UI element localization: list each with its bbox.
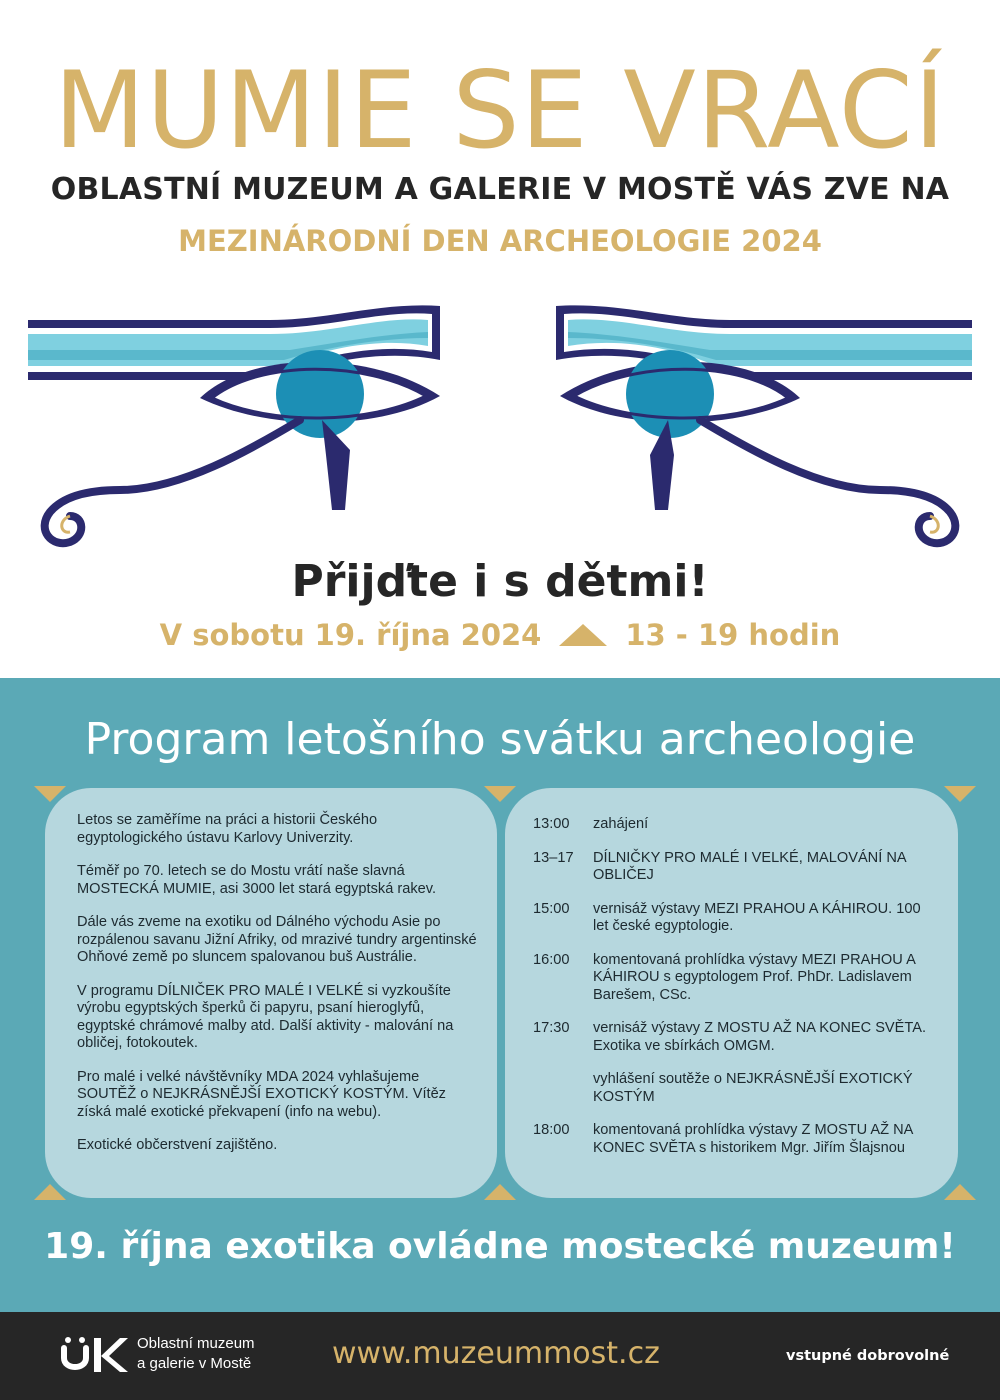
program-description-box [45, 788, 497, 1198]
schedule-item [533, 850, 940, 885]
closing-slogan: 19. října exotika ovládne mostecké muzeum! [44, 1226, 956, 1267]
schedule-time: 17:30 [533, 1020, 570, 1036]
schedule-item [533, 1020, 940, 1055]
schedule-description: vernisáž výstavy Z MOSTU AŽ NA KONEC SVĚTA. Exotika ve sbírkách OMGM. [593, 1020, 927, 1054]
schedule-item [533, 952, 940, 1005]
museum-website-link[interactable]: www.muzeummost.cz [332, 1336, 660, 1371]
program-paragraph: V programu DÍLNIČEK PRO MALÉ I VELKÉ si vyzkoušíte výrobu egyptských šperků či papyru, psaní hieroglyfů, egyptské chrámové malby atd. Další aktivity - malování na obličej, fotokoutek. [77, 982, 454, 1051]
schedule-description: vyhlášení soutěže o NEJKRÁSNĚJŠÍ EXOTICKÝ KOSTÝM [593, 1071, 913, 1105]
schedule-item [533, 1071, 940, 1106]
schedule-box [505, 788, 958, 1198]
left-eye-icon [28, 305, 440, 543]
right-eye-icon [556, 305, 972, 543]
schedule-description: DÍLNIČKY PRO MALÉ I VELKÉ, MALOVÁNÍ NA OBLIČEJ [593, 849, 906, 883]
schedule-time: 16:00 [533, 951, 570, 968]
schedule-description: komentovaná prohlídka výstavy Z MOSTU AŽ NA KONEC SVĚTA s historikem Mgr. Jiřím Šlajsnou [593, 1122, 913, 1156]
invitation-subtitle: OBLASTNÍ MUZEUM A GALERIE V MOSTĚ VÁS ZVE NA [50, 172, 950, 207]
logo-line: a galerie v Mostě [137, 1354, 252, 1372]
event-date-line [0, 618, 1000, 652]
corner-triangle-icon [944, 786, 976, 802]
admission-note: vstupné dobrovolné [786, 1348, 950, 1364]
schedule-description: vernisáž výstavy MEZI PRAHOU A KÁHIROU. 100 let české egyptologie. [593, 900, 921, 934]
schedule-item [533, 901, 940, 936]
corner-triangle-icon [484, 1184, 516, 1200]
schedule-time: 15:00 [533, 900, 570, 917]
program-paragraph: Pro malé i velké návštěvníky MDA 2024 vyhlašujeme SOUTĚŽ o NEJKRÁSNĚJŠÍ EXOTICKÝ KOSTÝM. Vítěz získá malé exotické překvapení (info na webu). [77, 1068, 446, 1120]
event-name: MEZINÁRODNÍ DEN ARCHEOLOGIE 2024 [178, 224, 822, 258]
corner-triangle-icon [484, 786, 516, 802]
corner-triangle-icon [944, 1184, 976, 1200]
poster-title: MUMIE SE VRACÍ [53, 49, 947, 172]
schedule-description: zahájení [593, 816, 649, 832]
schedule-description: komentovaná prohlídka výstavy MEZI PRAHOU A KÁHIROU s egyptologem Prof. PhDr. Ladislavem Barešem, CSc. [593, 951, 916, 1003]
museum-logo-icon [60, 1336, 130, 1376]
schedule-time: 13:00 [533, 816, 570, 832]
schedule-item [533, 1122, 940, 1157]
schedule-time: 13–17 [533, 849, 574, 866]
program-title: Program letošního svátku archeologie [84, 714, 916, 765]
schedule-time: 18:00 [533, 1122, 570, 1138]
footer-bar [0, 1312, 1000, 1400]
program-paragraph: Téměř po 70. letech se do Mostu vrátí naše slavná MOSTECKÁ MUMIE, asi 3000 let stará egyptská rakev. [77, 863, 437, 897]
museum-logo-text [137, 1334, 255, 1373]
program-paragraph: Exotické občerstvení zajištěno. [77, 1137, 278, 1153]
program-paragraph: Letos se zaměříme na práci a historii Českého egyptologického ústavu Karlovy Univerzity. [77, 812, 378, 846]
schedule-item [533, 816, 940, 834]
triangle-icon [559, 624, 607, 646]
schedule-time [533, 1071, 593, 1106]
eye-of-horus-icon [0, 280, 1000, 560]
event-date: V sobotu 19. října 2024 [159, 618, 542, 652]
program-paragraph: Dále vás zveme na exotiku od Dálného východu Asie po rozpálenou savanu Jižní Afriky, od mrazivé tundry argentinské Ohňové země po sluncem spalovanou buš Austrálie. [77, 914, 477, 965]
event-hours: 13 - 19 hodin [625, 618, 841, 652]
logo-line: Oblastní muzeum [137, 1335, 255, 1352]
kids-welcome-tagline: Přijďte i s dětmi! [291, 556, 709, 607]
